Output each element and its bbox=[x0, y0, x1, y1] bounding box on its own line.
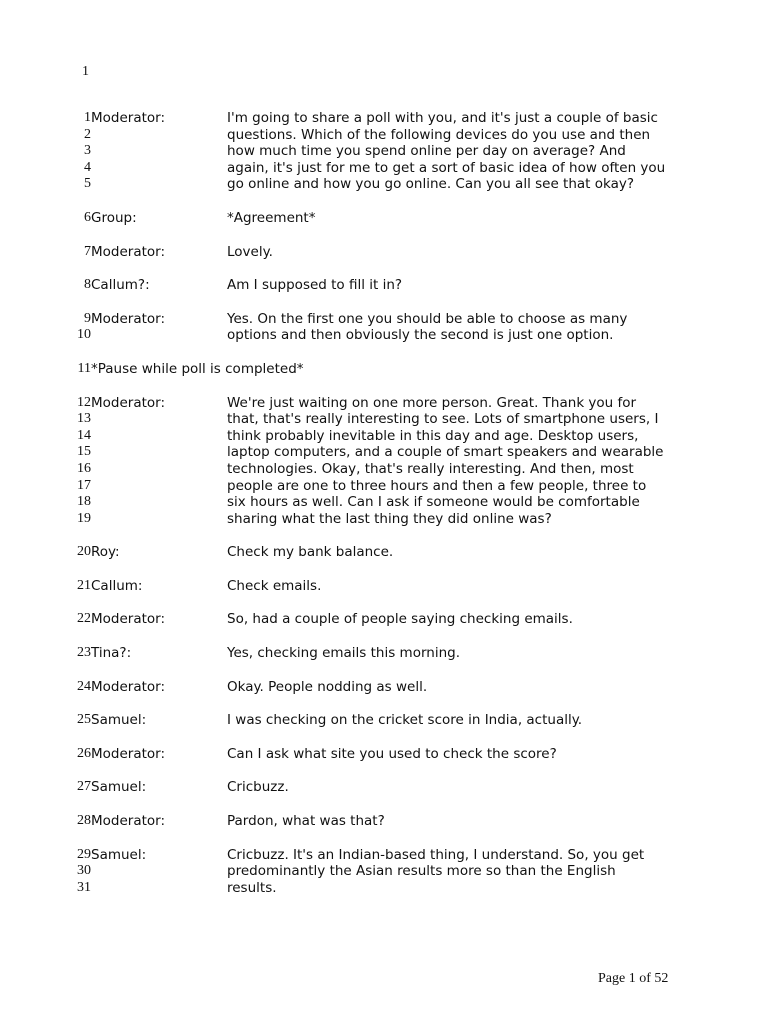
line-number: 14 bbox=[77, 427, 91, 443]
line-number: 8 bbox=[84, 277, 91, 293]
speaker-label: Moderator: bbox=[91, 611, 166, 628]
transcript-turn bbox=[0, 645, 770, 662]
transcript-line bbox=[0, 478, 770, 495]
speaker-label: Moderator: bbox=[91, 243, 166, 260]
transcript-line bbox=[0, 361, 770, 378]
line-number: 20 bbox=[77, 544, 91, 560]
transcript-line bbox=[0, 880, 770, 897]
transcript-line bbox=[0, 110, 770, 127]
utterance-text: We're just waiting on one more person. Great. Thank you for bbox=[227, 394, 637, 411]
utterance-text: go online and how you go online. Can you all see that okay? bbox=[227, 176, 635, 193]
transcript-turn bbox=[0, 361, 770, 378]
utterance-text: again, it's just for me to get a sort of basic idea of how often you bbox=[227, 159, 666, 176]
transcript-line bbox=[0, 210, 770, 227]
line-number: 27 bbox=[77, 779, 91, 795]
utterance-text: laptop computers, and a couple of smart speakers and wearable bbox=[227, 444, 664, 461]
transcript-line bbox=[0, 746, 770, 763]
line-number: 28 bbox=[77, 813, 91, 829]
speaker-label: Group: bbox=[91, 209, 137, 226]
transcript-line bbox=[0, 645, 770, 662]
transcript-body bbox=[0, 110, 770, 913]
line-number: 29 bbox=[77, 846, 91, 862]
transcript-turn bbox=[0, 779, 770, 796]
utterance-text: I'm going to share a poll with you, and it's just a couple of basic bbox=[227, 110, 658, 126]
line-number: 5 bbox=[84, 176, 91, 192]
transcript-line bbox=[0, 311, 770, 328]
transcript-line bbox=[0, 160, 770, 177]
line-number: 25 bbox=[77, 712, 91, 728]
line-number: 15 bbox=[77, 444, 91, 460]
line-number: 16 bbox=[77, 460, 91, 476]
transcript-line bbox=[0, 127, 770, 144]
utterance-text: sharing what the last thing they did online was? bbox=[227, 510, 552, 527]
speaker-label: Roy: bbox=[91, 544, 120, 561]
transcript-turn bbox=[0, 210, 770, 227]
utterance-text: results. bbox=[227, 879, 277, 896]
line-number: 6 bbox=[84, 209, 91, 225]
line-number: 21 bbox=[77, 577, 91, 593]
speaker-label: Samuel: bbox=[91, 779, 147, 796]
utterance-text: options and then obviously the second is just one option. bbox=[227, 327, 614, 344]
transcript-line bbox=[0, 461, 770, 478]
transcript-line bbox=[0, 411, 770, 428]
utterance-text: Yes, checking emails this morning. bbox=[227, 645, 460, 662]
speaker-label: Moderator: bbox=[91, 310, 166, 327]
utterance-text: Check emails. bbox=[227, 577, 322, 594]
transcript-line bbox=[0, 143, 770, 160]
transcript-turn bbox=[0, 110, 770, 193]
utterance-text: think probably inevitable in this day and age. Desktop users, bbox=[227, 427, 639, 444]
speaker-label: Callum: bbox=[91, 577, 143, 594]
utterance-text: predominantly the Asian results more so than the English bbox=[227, 863, 616, 880]
line-number: 18 bbox=[77, 494, 91, 510]
speaker-label: Moderator: bbox=[91, 745, 166, 762]
line-number: 1 bbox=[84, 110, 91, 125]
line-number: 31 bbox=[77, 879, 91, 895]
line-number: 23 bbox=[77, 645, 91, 661]
line-number: 10 bbox=[77, 327, 91, 343]
utterance-text: questions. Which of the following devices do you use and then bbox=[227, 126, 651, 143]
transcript-line bbox=[0, 176, 770, 193]
transcript-line bbox=[0, 712, 770, 729]
utterance-text: Am I supposed to fill it in? bbox=[227, 277, 403, 294]
transcript-turn bbox=[0, 712, 770, 729]
transcript-line bbox=[0, 494, 770, 511]
line-number: 26 bbox=[77, 745, 91, 761]
transcript-line bbox=[0, 863, 770, 880]
line-number: 3 bbox=[84, 143, 91, 159]
speaker-label: Moderator: bbox=[91, 394, 166, 411]
transcript-turn bbox=[0, 244, 770, 261]
line-number: 19 bbox=[77, 510, 91, 526]
line-number: 11 bbox=[77, 360, 91, 376]
transcript-line bbox=[0, 611, 770, 628]
page-footer: Page 1 of 52 bbox=[598, 971, 669, 986]
transcript-line bbox=[0, 444, 770, 461]
utterance-text: technologies. Okay, that's really interesting. And then, most bbox=[227, 460, 634, 477]
utterance-text: Lovely. bbox=[227, 243, 273, 260]
utterance-text: Yes. On the first one you should be able to choose as many bbox=[227, 310, 628, 327]
line-number: 7 bbox=[84, 243, 91, 259]
speaker-label: Tina?: bbox=[91, 645, 132, 662]
transcript-line bbox=[0, 428, 770, 445]
utterance-text: people are one to three hours and then a few people, three to bbox=[227, 477, 647, 494]
transcript-line bbox=[0, 277, 770, 294]
transcript-line bbox=[0, 578, 770, 595]
speaker-label: Samuel: bbox=[91, 846, 147, 863]
transcript-line bbox=[0, 847, 770, 864]
utterance-text: how much time you spend online per day on average? And bbox=[227, 143, 626, 160]
utterance-text: Can I ask what site you used to check the score? bbox=[227, 745, 557, 762]
utterance-text: Cricbuzz. bbox=[227, 779, 289, 796]
line-number: 22 bbox=[77, 611, 91, 627]
utterance-text: Pardon, what was that? bbox=[227, 813, 385, 830]
stage-direction: *Pause while poll is completed* bbox=[91, 360, 304, 377]
transcript-turn bbox=[0, 611, 770, 628]
line-number: 9 bbox=[84, 310, 91, 326]
line-number: 12 bbox=[77, 394, 91, 410]
transcript-turn bbox=[0, 847, 770, 897]
transcript-line bbox=[0, 679, 770, 696]
transcript-turn bbox=[0, 544, 770, 561]
transcript-turn bbox=[0, 578, 770, 595]
line-number: 30 bbox=[77, 863, 91, 879]
header-page-number: 1 bbox=[82, 64, 89, 79]
line-number: 24 bbox=[77, 678, 91, 694]
transcript-turn bbox=[0, 311, 770, 344]
transcript-line bbox=[0, 244, 770, 261]
utterance-text: I was checking on the cricket score in India, actually. bbox=[227, 712, 583, 729]
transcript-turn bbox=[0, 813, 770, 830]
transcript-line bbox=[0, 511, 770, 528]
utterance-text: six hours as well. Can I ask if someone would be comfortable bbox=[227, 494, 640, 511]
utterance-text: Okay. People nodding as well. bbox=[227, 678, 428, 695]
transcript-line bbox=[0, 327, 770, 344]
transcript-turn bbox=[0, 679, 770, 696]
transcript-turn bbox=[0, 277, 770, 294]
utterance-text: Check my bank balance. bbox=[227, 544, 394, 561]
transcript-turn bbox=[0, 395, 770, 528]
transcript-line bbox=[0, 395, 770, 412]
line-number: 4 bbox=[84, 159, 91, 175]
line-number: 13 bbox=[77, 411, 91, 427]
speaker-label: Samuel: bbox=[91, 712, 147, 729]
utterance-text: *Agreement* bbox=[227, 209, 316, 226]
line-number: 2 bbox=[84, 126, 91, 142]
utterance-text: that, that's really interesting to see. Lots of smartphone users, I bbox=[227, 411, 659, 428]
speaker-label: Moderator: bbox=[91, 678, 166, 695]
transcript-line bbox=[0, 813, 770, 830]
transcript-line bbox=[0, 544, 770, 561]
line-number: 17 bbox=[77, 477, 91, 493]
utterance-text: Cricbuzz. It's an Indian-based thing, I understand. So, you get bbox=[227, 846, 645, 863]
utterance-text: So, had a couple of people saying checking emails. bbox=[227, 611, 573, 628]
speaker-label: Moderator: bbox=[91, 813, 166, 830]
transcript-line bbox=[0, 779, 770, 796]
transcript-turn bbox=[0, 746, 770, 763]
speaker-label: Callum?: bbox=[91, 277, 150, 294]
speaker-label: Moderator: bbox=[91, 110, 166, 126]
